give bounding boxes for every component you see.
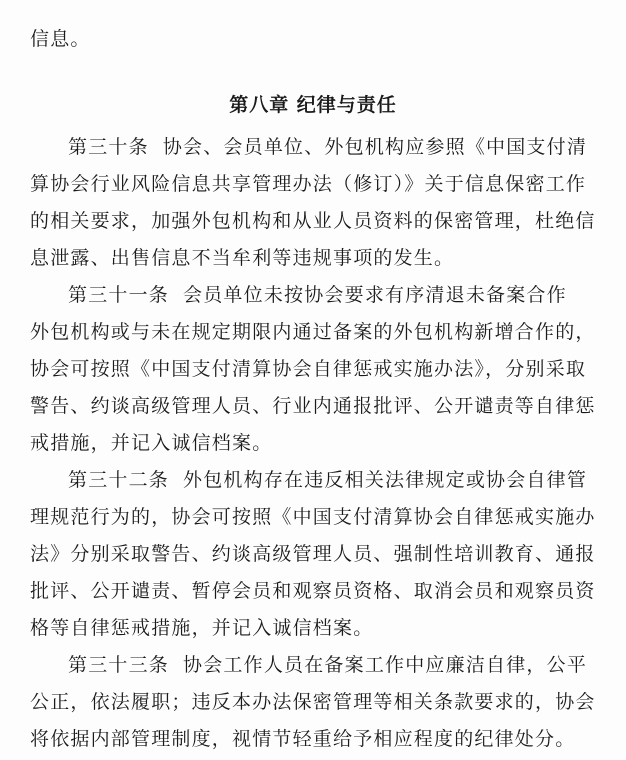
article-line: 的相关要求，加强外包机构和从业人员资料的保密管理，杜绝信 xyxy=(30,210,596,232)
article-line: 外包机构或与未在规定期限内通过备案的外包机构新增合作的， xyxy=(30,321,596,343)
article-line: 戒措施，并记入诚信档案。 xyxy=(30,432,273,454)
article-text: 会员单位未按协会要求有序清退未备案合作 xyxy=(183,284,567,306)
article-line: 公正，依法履职；违反本办法保密管理等相关条款要求的，协会 xyxy=(30,691,596,713)
article-first-line xyxy=(30,650,626,680)
article-number: 第三十条 xyxy=(68,136,149,158)
article-number: 第三十三条 xyxy=(68,654,170,676)
article-text: 协会、会员单位、外包机构应参照《中国支付清 xyxy=(162,136,588,158)
article-line: 将依据内部管理制度，视情节轻重给予相应程度的纪律处分。 xyxy=(30,728,576,750)
article-line: 法》分别采取警告、约谈高级管理人员、强制性培训教育、通报 xyxy=(30,543,596,565)
article-line: 息泄露、出售信息不当牟利等违规事项的发生。 xyxy=(30,247,455,269)
article-line: 批评、公开谴责、暂停会员和观察员资格、取消会员和观察员资 xyxy=(30,580,596,602)
article-number: 第三十二条 xyxy=(68,469,170,491)
article-text: 协会工作人员在备案工作中应廉洁自律，公平 xyxy=(183,654,588,676)
article-first-line xyxy=(30,465,626,495)
article-number: 第三十一条 xyxy=(68,284,170,306)
article-line: 警告、约谈高级管理人员、行业内通报批评、公开谴责等自律惩 xyxy=(30,395,596,417)
article-line: 算协会行业风险信息共享管理办法（修订）》关于信息保密工作 xyxy=(30,173,587,195)
article-line: 协会可按照《中国支付清算协会自律惩戒实施办法》，分别采取 xyxy=(30,358,587,380)
article-line: 格等自律惩戒措施，并记入诚信档案。 xyxy=(30,617,374,639)
article-first-line xyxy=(30,132,626,162)
article-text: 外包机构存在违反相关法律规定或协会自律管 xyxy=(183,469,588,491)
chapter-title: 第八章 纪律与责任 xyxy=(229,94,397,116)
lead-text: 信息。 xyxy=(30,28,91,50)
article-line: 理规范行为的，协会可按照《中国支付清算协会自律惩戒实施办 xyxy=(30,506,596,528)
article-first-line xyxy=(30,280,626,310)
